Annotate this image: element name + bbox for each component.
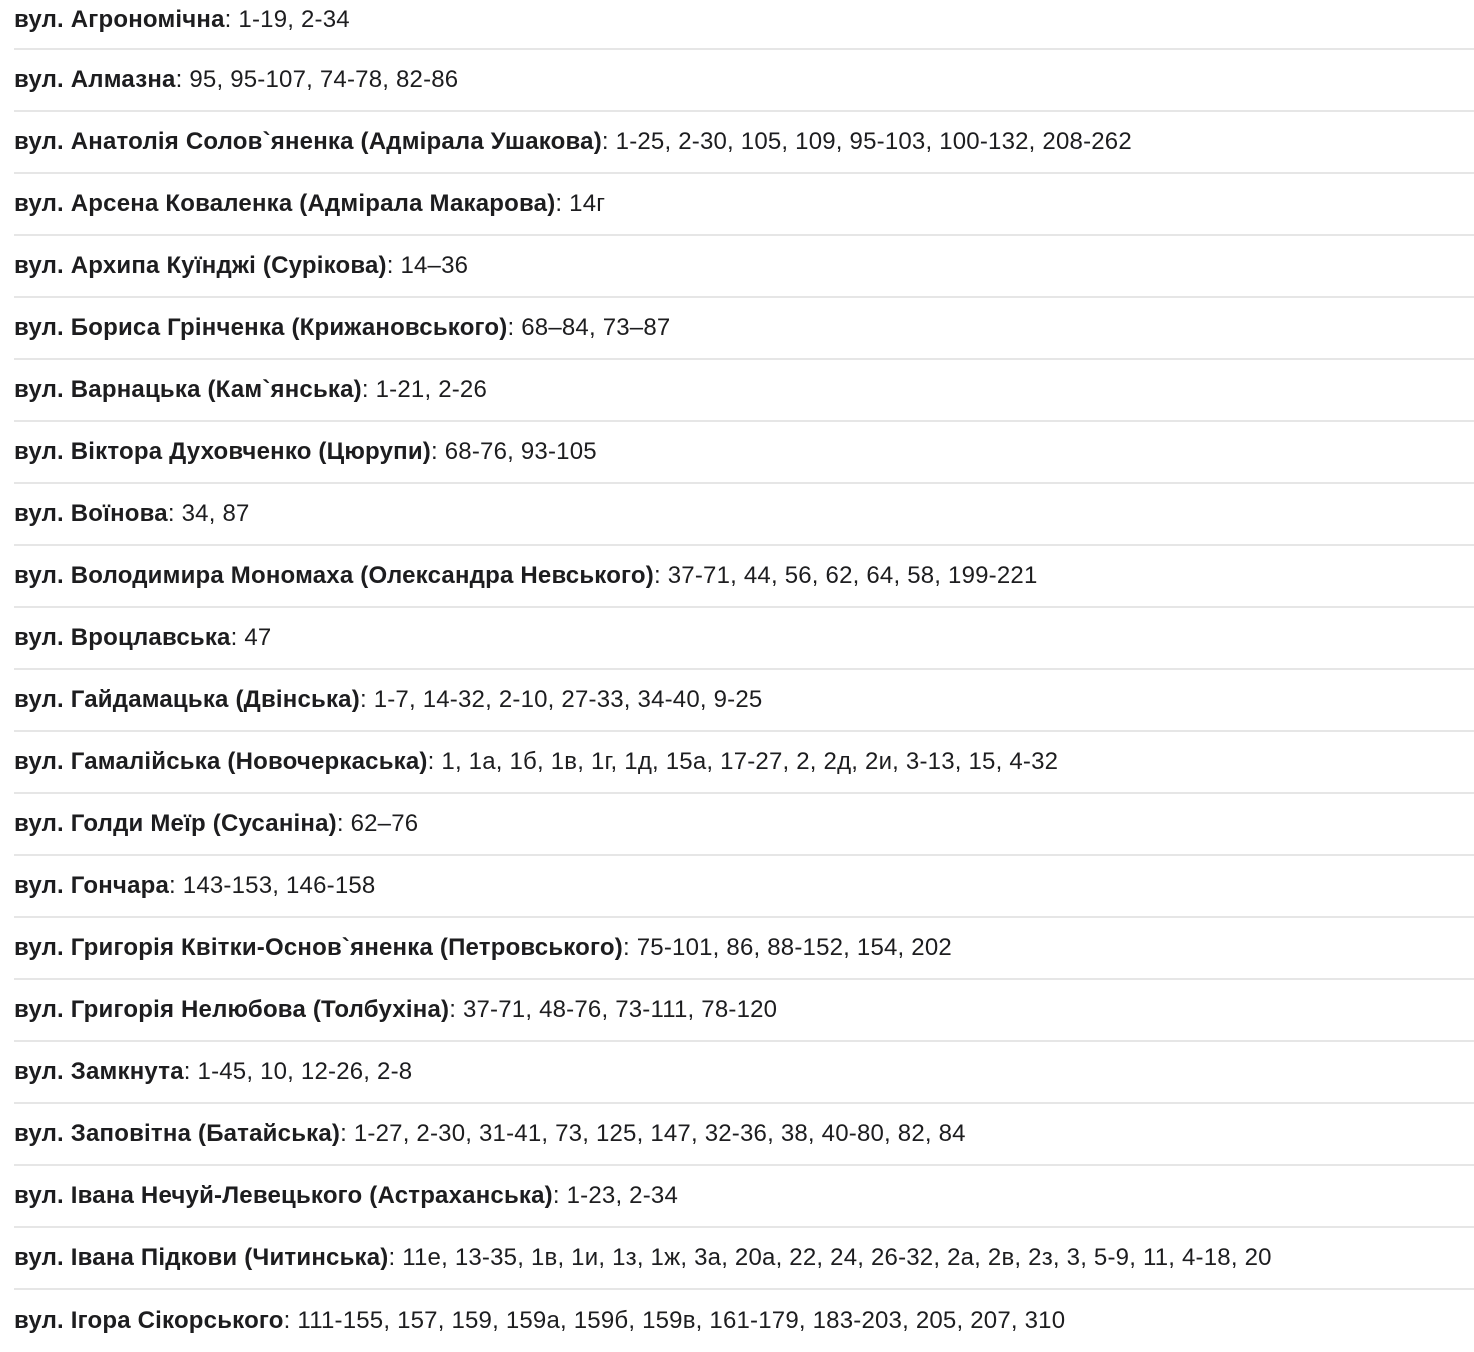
street-row: вул. Гамалійська (Новочеркаська) : 1, 1а, 1б, 1в, 1г, 1д, 15а, 17-27, 2, 2д, 2и, 3-13, 15, 4-32 xyxy=(14,732,1474,794)
street-row: вул. Гончара : 143-153, 146-158 xyxy=(14,856,1474,918)
street-name: вул. Гончара xyxy=(14,872,170,899)
street-row: вул. Віктора Духовченко (Цюрупи) : 68-76, 93-105 xyxy=(14,422,1474,484)
house-numbers: 111-155, 157, 159, 159а, 159б, 159в, 161-179, 183-203, 205, 207, 310 xyxy=(297,1307,1066,1334)
house-numbers: 1-27, 2-30, 31-41, 73, 125, 147, 32-36, 38, 40-80, 82, 84 xyxy=(353,1120,966,1147)
street-row: вул. Архипа Куїнджі (Сурікова) : 14–36 xyxy=(14,236,1474,298)
street-name: вул. Арсена Коваленка (Адмірала Макарова) xyxy=(14,190,556,217)
street-row: вул. Григорія Квітки-Основ`яненка (Петровського) : 75-101, 86, 88-152, 154, 202 xyxy=(14,918,1474,980)
street-name: вул. Агрономічна xyxy=(14,6,225,33)
street-name: вул. Вроцлавська xyxy=(14,624,231,651)
street-row: вул. Воїнова : 34, 87 xyxy=(14,484,1474,546)
street-row: вул. Замкнута : 1-45, 10, 12-26, 2-8 xyxy=(14,1042,1474,1104)
street-row: вул. Варнацька (Кам`янська) : 1-21, 2-26 xyxy=(14,360,1474,422)
house-numbers: 37-71, 48-76, 73-111, 78-120 xyxy=(462,996,778,1023)
house-numbers: 68–84, 73–87 xyxy=(521,314,671,341)
house-numbers: 1-19, 2-34 xyxy=(238,6,350,33)
house-numbers: 14–36 xyxy=(400,252,469,279)
street-name: вул. Замкнута xyxy=(14,1058,184,1085)
street-name: вул. Алмазна xyxy=(14,66,176,93)
street-row: вул. Голди Меїр (Сусаніна) : 62–76 xyxy=(14,794,1474,856)
street-row: вул. Ігора Сікорського : 111-155, 157, 159, 159а, 159б, 159в, 161-179, 183-203, 205, 207, 310 xyxy=(14,1307,1066,1334)
house-numbers: 14г xyxy=(569,190,606,217)
street-name: вул. Григорія Квітки-Основ`яненка (Петровського) xyxy=(14,934,623,961)
street-row: вул. Вроцлавська : 47 xyxy=(14,608,1474,670)
street-row: вул. Бориса Грінченка (Крижановського) : 68–84, 73–87 xyxy=(14,298,1474,360)
street-row: вул. Гайдамацька (Двінська) : 1-7, 14-32, 2-10, 27-33, 34-40, 9-25 xyxy=(14,670,1474,732)
street-name: вул. Івана Нечуй-Левецького (Астраханська) xyxy=(14,1182,553,1209)
street-name: вул. Ігора Сікорського xyxy=(14,1307,284,1334)
street-row: вул. Анатолія Солов`яненка (Адмірала Ушакова) : 1-25, 2-30, 105, 109, 95-103, 100-132, 208-262 xyxy=(14,112,1474,174)
street-name: вул. Бориса Грінченка (Крижановського) xyxy=(14,314,508,341)
street-name: вул. Архипа Куїнджі (Сурікова) xyxy=(14,252,387,279)
street-name: вул. Гайдамацька (Двінська) xyxy=(14,686,360,713)
house-numbers: 68-76, 93-105 xyxy=(444,438,597,465)
street-name: вул. Івана Підкови (Читинська) xyxy=(14,1244,389,1271)
street-row: вул. Володимира Мономаха (Олександра Невського) : 37-71, 44, 56, 62, 64, 58, 199-221 xyxy=(14,546,1474,608)
street-name: вул. Варнацька (Кам`янська) xyxy=(14,376,362,403)
street-name: вул. Володимира Мономаха (Олександра Невського) xyxy=(14,562,654,589)
house-numbers: 34, 87 xyxy=(181,500,250,527)
house-numbers: 95, 95-107, 74-78, 82-86 xyxy=(189,66,459,93)
house-numbers: 1-23, 2-34 xyxy=(566,1182,679,1209)
street-row: вул. Григорія Нелюбова (Толбухіна) : 37-71, 48-76, 73-111, 78-120 xyxy=(14,980,1474,1042)
street-row: вул. Арсена Коваленка (Адмірала Макарова) : 14г xyxy=(14,174,1474,236)
house-numbers: 1-45, 10, 12-26, 2-8 xyxy=(197,1058,413,1085)
house-numbers: 1-21, 2-26 xyxy=(375,376,488,403)
street-row: вул. Алмазна : 95, 95-107, 74-78, 82-86 xyxy=(14,50,1474,112)
street-list xyxy=(14,0,1474,1352)
street-name: вул. Голди Меїр (Сусаніна) xyxy=(14,810,337,837)
street-row: вул. Агрономічна : 1-19, 2-34 xyxy=(14,0,1474,50)
house-numbers: 1-7, 14-32, 2-10, 27-33, 34-40, 9-25 xyxy=(373,686,763,713)
house-numbers: 11е, 13-35, 1в, 1и, 1з, 1ж, 3а, 20а, 22, 24, 26-32, 2а, 2в, 2з, 3, 5-9, 11, 4-18, 20 xyxy=(402,1244,1272,1271)
house-numbers: 47 xyxy=(244,624,272,651)
house-numbers: 37-71, 44, 56, 62, 64, 58, 199-221 xyxy=(667,562,1038,589)
street-name: вул. Заповітна (Батайська) xyxy=(14,1120,341,1147)
street-name: вул. Гамалійська (Новочеркаська) xyxy=(14,748,428,775)
street-row: вул. Заповітна (Батайська) : 1-27, 2-30, 31-41, 73, 125, 147, 32-36, 38, 40-80, 82, 84 xyxy=(14,1104,1474,1166)
house-numbers: 62–76 xyxy=(350,810,419,837)
street-name: вул. Воїнова xyxy=(14,500,168,527)
house-numbers: 1-25, 2-30, 105, 109, 95-103, 100-132, 208-262 xyxy=(615,128,1132,155)
street-name: вул. Анатолія Солов`яненка (Адмірала Ушакова) xyxy=(14,128,602,155)
house-numbers: 1, 1а, 1б, 1в, 1г, 1д, 15а, 17-27, 2, 2д, 2и, 3-13, 15, 4-32 xyxy=(441,748,1059,775)
house-numbers: 75-101, 86, 88-152, 154, 202 xyxy=(636,934,952,961)
street-name: вул. Григорія Нелюбова (Толбухіна) xyxy=(14,996,450,1023)
street-row: вул. Івана Підкови (Читинська) : 11е, 13-35, 1в, 1и, 1з, 1ж, 3а, 20а, 22, 24, 26-32, 2а, 2в, 2з, 3, 5-9, 11, 4-18, 20 xyxy=(14,1228,1474,1290)
house-numbers: 143-153, 146-158 xyxy=(182,872,376,899)
street-name: вул. Віктора Духовченко (Цюрупи) xyxy=(14,438,431,465)
street-row: вул. Івана Нечуй-Левецького (Астраханська) : 1-23, 2-34 xyxy=(14,1166,1474,1228)
